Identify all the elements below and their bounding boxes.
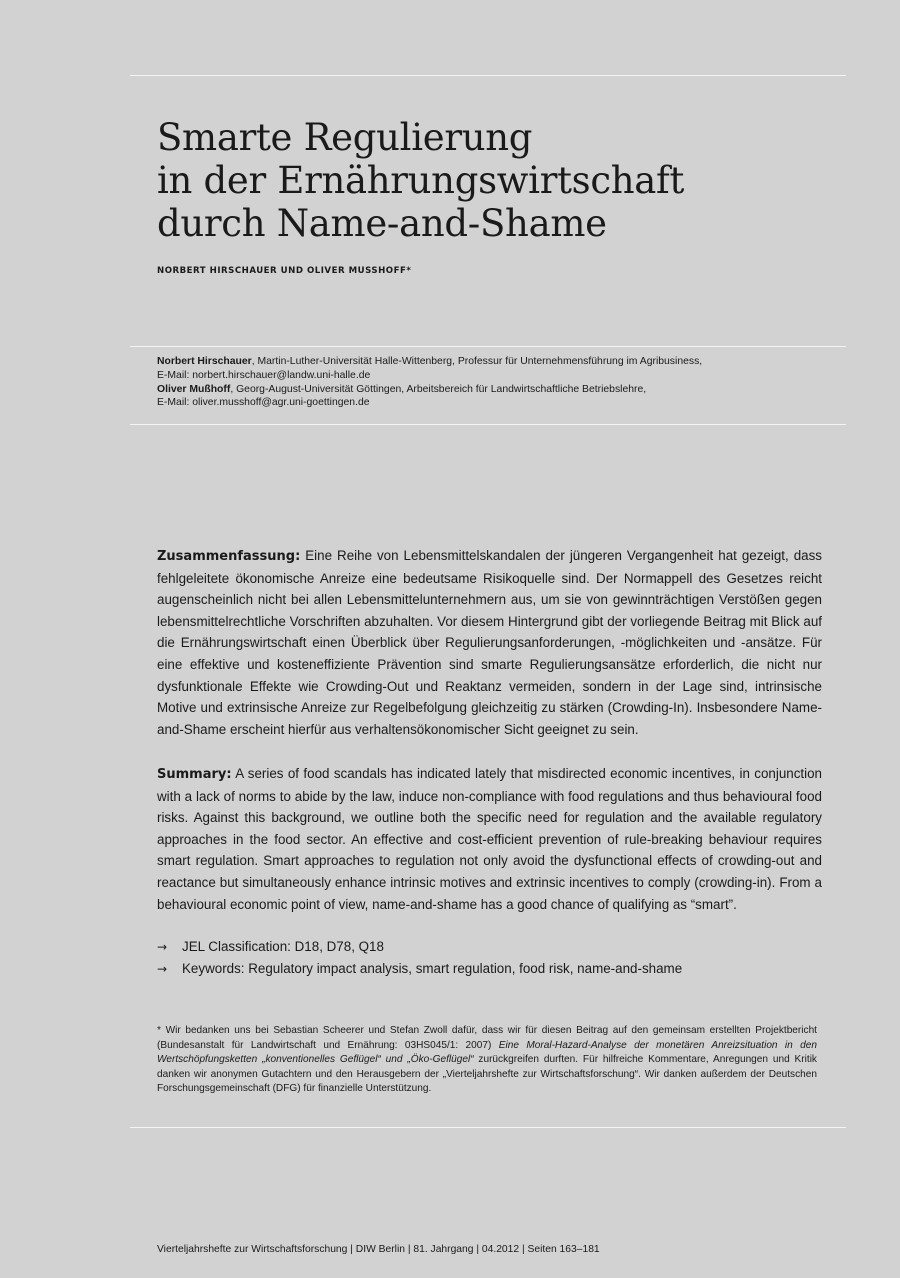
- affiliation-2-email: E-Mail: oliver.musshoff@agr.uni-goettingen.de: [157, 397, 370, 409]
- affiliations: [157, 355, 702, 410]
- title-line-1: Smarte Regulierung: [157, 116, 533, 159]
- abstract-german-label: Zusammenfassung:: [157, 549, 301, 564]
- footnote-text-1: * Wir bedanken uns bei Sebastian Scheerer und Stefan Zwoll dafür, dass wir für diesen Beitrag auf den gemeinsam erstellten Projektbericht (Bundesanstalt für Landwirtschaft und Ernährung: 03HS045/1: 2007): [157, 1025, 817, 1051]
- arrow-right-icon: →: [157, 940, 168, 954]
- footnote-text-2: zurückgreifen durften. Für hilfreiche Kommentare, Anregungen und Kritik danken wir anonymen Gutachtern und den Herausgebern der „Vierteljahrshefte zur Wirtschaftsforschung“. Wir danken außerdem der Deutschen Forschungsgemeinschaft (DFG) für finanzielle Unterstützung.: [157, 1054, 817, 1094]
- keywords: Keywords: Regulatory impact analysis, smart regulation, food risk, name-and-shame: [182, 961, 683, 976]
- title-line-2: in der Ernährungswirtschaft: [157, 159, 685, 202]
- abstract-german: [157, 545, 822, 740]
- title-line-3: durch Name-and-Shame: [157, 202, 607, 245]
- affiliation-2-detail: , Georg-August-Universität Göttingen, Arbeitsbereich für Landwirtschaftliche Betriebslehre,: [230, 383, 647, 395]
- abstract-english-label: Summary:: [157, 767, 232, 782]
- page-title: [157, 116, 684, 245]
- list-item-jel: [157, 936, 682, 958]
- jel-classification: JEL Classification: D18, D78, Q18: [182, 939, 384, 954]
- list-item-keywords: [157, 958, 682, 980]
- affiliation-2-name: Oliver Mußhoff: [157, 383, 231, 395]
- abstract-german-text: Eine Reihe von Lebensmittelskandalen der jüngeren Vergangenheit hat gezeigt, dass fehlgeleitete ökonomische Anreize eine bedeutsame Risikoquelle sind. Der Normappell des Gesetzes reicht augenscheinlich nicht bei allen Lebensmittelunternehmern aus, um sie von gewinnträchtigen Verstößen gegen lebensmittelrechtliche Vorschriften abzuhalten. Vor diesem Hintergrund gibt der vorliegende Beitrag mit Blick auf die Ernährungswirtschaft einen Überblick über Regulierungsanforderungen, -möglichkeiten und -ansätze. Für eine effektive und kosteneffiziente Prävention sind smarte Regulierungsansätze erforderlich, die nicht nur dysfunktionale Effekte wie Crowding-Out und Reaktanz vermeiden, sondern in der Lage sind, intrinsische Motive und extrinsische Anreize zur Regelbefolgung gleichzeitig zu stärken (Crowding-In). Insbesondere Name-and-Shame erscheint hierfür aus verhaltensökonomischer Sicht geeignet zu sein.: [157, 548, 822, 737]
- arrow-right-icon: →: [157, 962, 168, 976]
- affiliation-bottom-rule: [130, 424, 846, 425]
- affiliation-1-email: E-Mail: norbert.hirschauer@landw.uni-halle.de: [157, 369, 371, 381]
- affiliation-1-detail: , Martin-Luther-Universität Halle-Wittenberg, Professur für Unternehmensführung im Agribusiness,: [251, 356, 703, 367]
- classification-list: [157, 936, 682, 980]
- footnote-italic-title: Eine Moral-Hazard-Analyse der monetären Anreizsituation in den Wertschöpfungsketten „konventionelles Geflügel“ und „Öko-Geflügel“: [157, 1039, 817, 1065]
- affiliation-1-name: Norbert Hirschauer: [157, 356, 252, 367]
- affiliation-2: [157, 383, 702, 397]
- top-rule: [130, 75, 846, 76]
- abstract-english-text: A series of food scandals has indicated lately that misdirected economic incentives, in conjunction with a lack of norms to abide by the law, induce non-compliance with food regulations and thus behavioural food risks. Against this background, we outline both the specific need for regulation and the available regulatory approaches in the food sector. An effective and cost-efficient prevention of rule-breaking behaviour requires smart regulation. Smart approaches to regulation not only avoid the dysfunctional effects of crowding-out and reactance but simultaneously enhance intrinsic motives and extrinsic incentives to comply (crowding-in). From a behavioural economic point of view, name-and-shame has a good chance of qualifying as “smart”.: [157, 766, 822, 912]
- journal-footer: Vierteljahrshefte zur Wirtschaftsforschung | DIW Berlin | 81. Jahrgang | 04.2012 | Seiten 163–181: [157, 1244, 600, 1255]
- abstract-english: [157, 763, 822, 915]
- footnote-bottom-rule: [130, 1127, 846, 1128]
- acknowledgement-footnote: [157, 1024, 817, 1097]
- affiliation-1: [157, 355, 702, 369]
- author-line: NORBERT HIRSCHAUER UND OLIVER MUSSHOFF*: [157, 266, 412, 276]
- affiliation-top-rule: [130, 346, 846, 347]
